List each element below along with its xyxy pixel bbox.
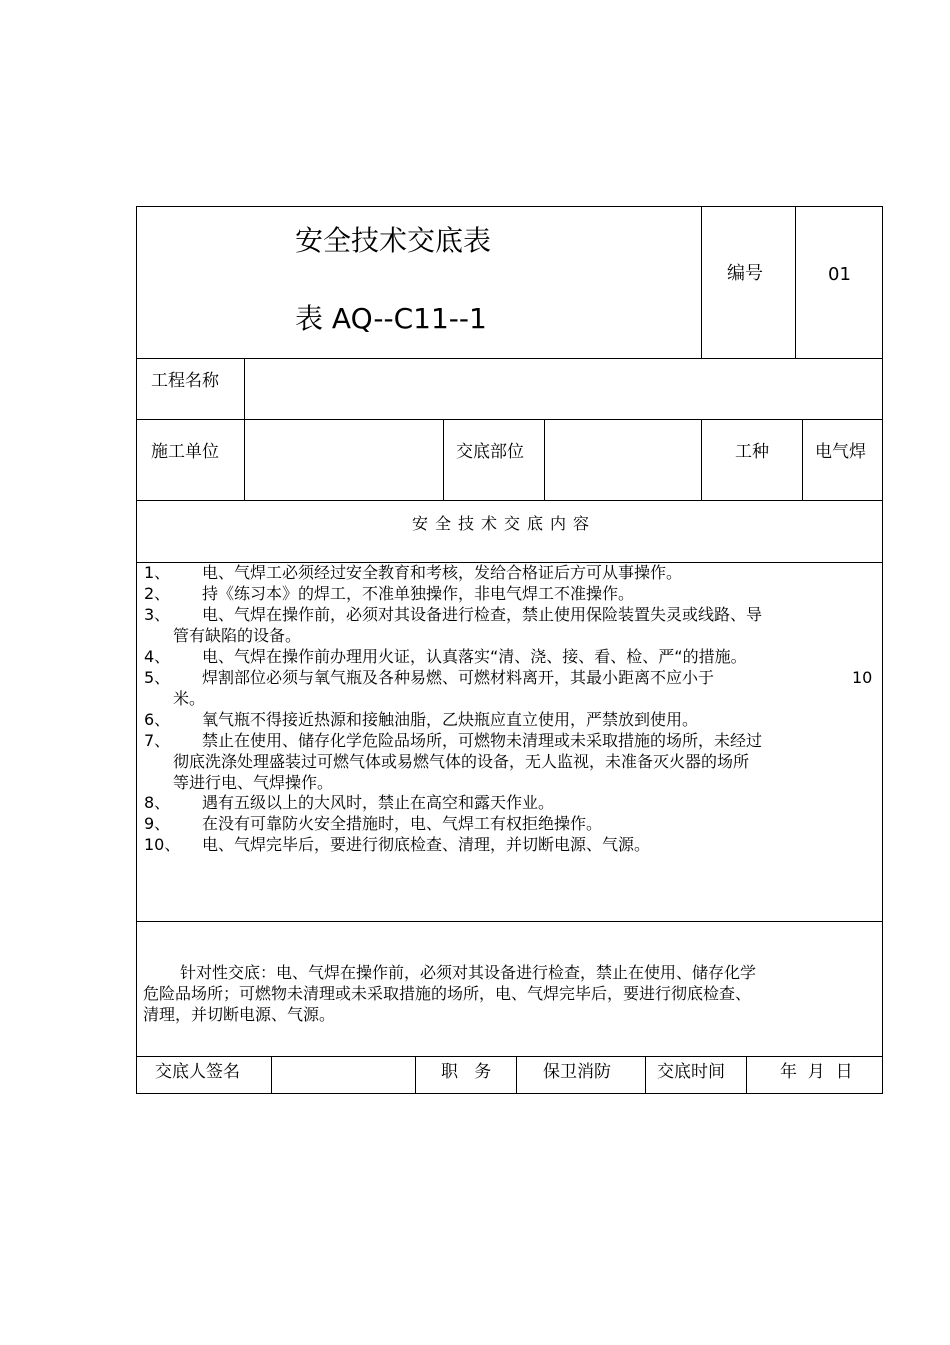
trade-label: 工种	[735, 442, 769, 462]
item-text: 遇有五级以上的大风时，禁止在高空和露天作业。	[202, 793, 555, 812]
unit-divider-4	[701, 419, 702, 501]
table-border-bottom	[136, 1093, 883, 1094]
unit-divider-2	[443, 419, 444, 501]
duty-label: 职 务	[441, 1062, 492, 1082]
item-text-cont: 等进行电、气焊操作。	[173, 773, 334, 792]
trade-value: 电气焊	[815, 442, 866, 462]
item-text: 氧气瓶不得接近热源和接触油脂，乙炔瓶应直立使用，严禁放到使用。	[202, 710, 699, 729]
item-text: 焊割部位必须与氧气瓶及各种易燃、可燃材料离开，其最小距离不应小于	[202, 668, 715, 687]
item-tail: 10	[852, 668, 873, 687]
item-text: 电、气焊在操作前办理用火证，认真落实“清、浇、接、看、检、严“的措施。	[202, 647, 747, 666]
item-text-cont: 米。	[173, 689, 206, 708]
item-number: 1、	[144, 563, 171, 582]
item-text: 在没有可靠防火安全措施时，电、气焊工有权拒绝操作。	[202, 814, 603, 833]
item-number: 5、	[144, 668, 171, 687]
footer-divider-2	[415, 1056, 416, 1094]
number-value: 01	[828, 264, 851, 285]
item-number: 6、	[144, 710, 171, 729]
rule-3	[136, 500, 883, 501]
header-divider-1	[701, 206, 702, 359]
unit-label: 施工单位	[151, 442, 219, 462]
position-label: 交底部位	[456, 442, 524, 462]
item-text: 电、气焊完毕后，要进行彻底检查、清理，并切断电源、气源。	[202, 835, 651, 854]
content-heading: 安全技术交底内容	[412, 514, 597, 533]
project-name-label: 工程名称	[151, 371, 219, 391]
time-label: 交底时间	[657, 1062, 725, 1082]
project-divider	[244, 358, 245, 420]
number-label: 编号	[727, 263, 763, 284]
duty-value: 保卫消防	[543, 1062, 611, 1082]
item-number: 3、	[144, 605, 171, 624]
item-number: 2、	[144, 584, 171, 603]
table-border-right	[882, 206, 883, 1094]
item-text: 禁止在使用、储存化学危险品场所，可燃物未清理或未采取措施的场所，未经过	[202, 731, 763, 750]
unit-divider-3	[544, 419, 545, 501]
item-text: 电、气焊工必须经过安全教育和考核，发给合格证后方可从事操作。	[202, 563, 683, 582]
header-divider-2	[795, 206, 796, 359]
targeted-line: 危险品场所；可燃物未清理或未采取措施的场所，电、气焊完毕后，要进行彻底检查、	[143, 984, 752, 1003]
item-number: 9、	[144, 814, 171, 833]
table-border-top	[136, 206, 883, 207]
table-border-left	[136, 206, 137, 1094]
targeted-line: 针对性交底：电、气焊在操作前，必须对其设备进行检查，禁止在使用、储存化学	[180, 963, 757, 982]
footer-divider-4	[645, 1056, 646, 1094]
rule-6	[136, 1056, 883, 1057]
signer-label: 交底人签名	[155, 1062, 240, 1082]
item-text: 电、气焊在操作前，必须对其设备进行检查，禁止使用保险装置失灵或线路、导	[202, 605, 763, 624]
unit-divider-5	[802, 419, 803, 501]
rule-1	[136, 358, 883, 359]
rule-2	[136, 419, 883, 420]
item-number: 4、	[144, 647, 171, 666]
form-title: 安全技术交底表	[295, 224, 492, 257]
targeted-line: 清理，并切断电源、气源。	[143, 1005, 336, 1024]
footer-divider-3	[516, 1056, 517, 1094]
item-number: 10、	[144, 835, 181, 854]
item-text-cont: 管有缺陷的设备。	[173, 626, 302, 645]
item-text: 持《练习本》的焊工，不准单独操作，非电气焊工不准操作。	[202, 584, 635, 603]
time-value: 年 月 日	[780, 1062, 853, 1082]
form-code: 表 AQ--C11--1	[295, 302, 487, 335]
item-number: 7、	[144, 731, 171, 750]
item-text-cont: 彻底洗涤处理盛装过可燃气体或易燃气体的设备，无人监视，未准备灭火器的场所	[173, 752, 750, 771]
footer-divider-5	[746, 1056, 747, 1094]
item-number: 8、	[144, 793, 171, 812]
rule-5	[136, 921, 883, 922]
footer-divider-1	[271, 1056, 272, 1094]
unit-divider-1	[244, 419, 245, 501]
